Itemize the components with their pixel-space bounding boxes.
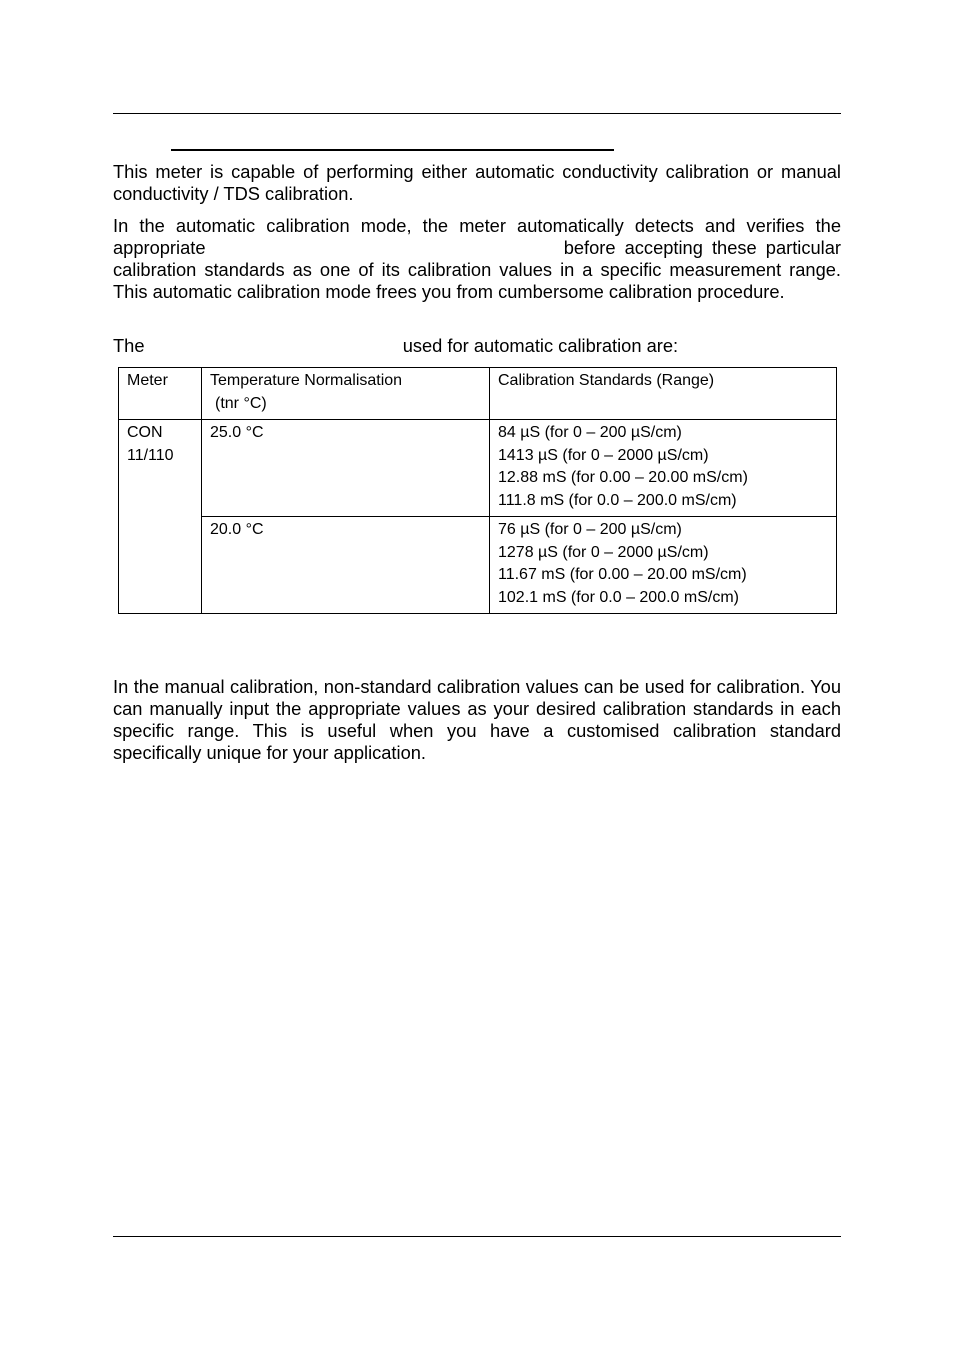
header-meter: Meter xyxy=(119,368,202,420)
paragraph-text: used for automatic calibration are: xyxy=(402,335,679,356)
standards-cell: 84 µS (for 0 – 200 µS/cm) 1413 µS (for 0 – 2000 µS/cm) 12.88 mS (for 0.00 – 20.00 mS/cm) 111.8 mS (for 0.0 – 200.0 mS/cm) xyxy=(490,420,837,517)
table-header-row xyxy=(119,368,837,420)
automatic-calibration-paragraph xyxy=(113,215,841,303)
table-row xyxy=(119,517,837,614)
paragraph-text: The xyxy=(113,335,145,356)
standards-intro-paragraph xyxy=(113,335,841,357)
meter-cell: CON 11/110 xyxy=(119,420,202,614)
footer-rule xyxy=(113,1236,841,1237)
manual-calibration-paragraph: In the manual calibration, non-standard calibration values can be used for calibration. You can manually input the appropriate values as your desired calibration standards in each specific range. This is useful when you have a customised calibration standard specifically unique for your application. xyxy=(113,676,841,763)
paragraph-text: In the automatic calibration mode, the meter automatically detects and verifies the appropriate xyxy=(113,215,841,258)
header-rule xyxy=(113,113,841,114)
temperature-cell: 20.0 °C xyxy=(202,517,490,614)
standards-cell: 76 µS (for 0 – 200 µS/cm) 1278 µS (for 0 – 2000 µS/cm) 11.67 mS (for 0.00 – 20.00 mS/cm) 102.1 mS (for 0.0 – 200.0 mS/cm) xyxy=(490,517,837,614)
intro-paragraph: This meter is capable of performing either automatic conductivity calibration or manual conductivity / TDS calibration. xyxy=(113,161,841,204)
calibration-standards-table xyxy=(118,367,837,614)
temperature-cell: 25.0 °C xyxy=(202,420,490,517)
section-heading-underline xyxy=(171,149,614,151)
header-standards: Calibration Standards (Range) xyxy=(490,368,837,420)
table-row xyxy=(119,420,837,517)
header-temperature: Temperature Normalisation (tnr °C) xyxy=(202,368,490,420)
paragraph-text: before accepting these particular calibration standards as one of its calibration values in a specific measurement range. This automatic calibration mode frees you from cumbersome calibration procedure. xyxy=(113,237,841,302)
